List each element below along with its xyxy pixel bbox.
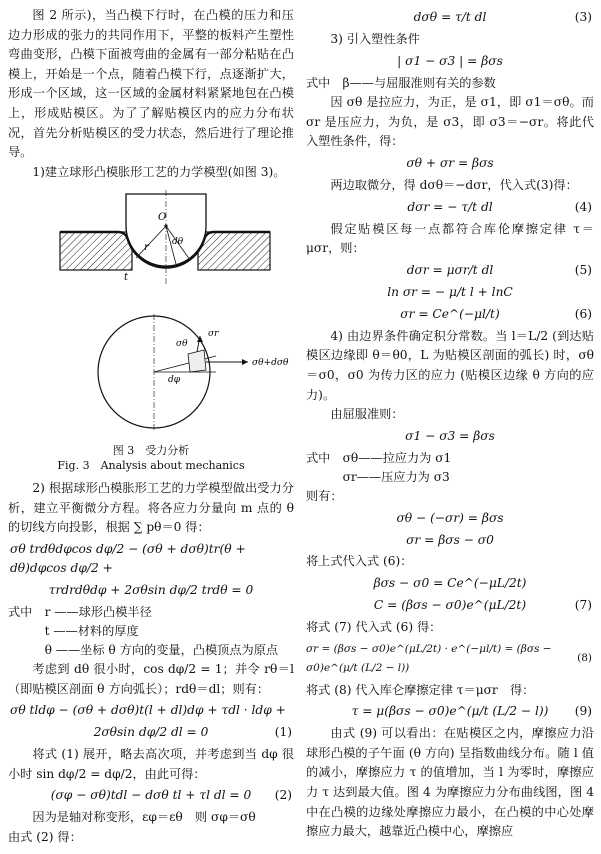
equation-b1: σθ tldφ − (σθ + dσθ)t(l + dl)dφ + τdl · ldφ + (10, 703, 286, 718)
item-1: 1)建立球形凸模胀形工艺的力学模型(如图 3)。 (32, 164, 286, 179)
equation-d1: βσs − σ0 = Ce^(−μL/2t) (373, 576, 527, 591)
then-line: 则有： (306, 488, 343, 503)
label-sigma-theta-d: σθ+dσθ (252, 358, 289, 369)
equation-b2: 2σθsin dφ/2 dl = 0 (93, 725, 209, 740)
def-sigma-theta: σθ——拉应力为 σ1 (342, 450, 452, 465)
conclusion-paragraph: 由式 (9) 可以看出：在贴模区之内，摩擦应力沿球形凸模的子午面 (θ 方向) 呈指数曲线分布。随 l 值的减小，摩擦应力 τ 的值增加，当 l 为零时，摩擦应力 τ 达到最大值。图 4 为摩擦应力分布曲线图，图 4 中在凸模的边缘处摩擦应力最小，在凸模的中心处摩擦应力最大，越靠近凸模中心，摩擦应 (306, 726, 594, 839)
equation-9 (306, 702, 594, 722)
eq-number-2: (2) (274, 788, 292, 803)
symmetry-paragraph: 因为是轴对称变形，εφ＝εθ 则 σφ＝σθ (32, 810, 256, 825)
equation-7-body: C = (βσs − σ0)e^(μL/2t) (373, 598, 527, 613)
equation-5 (306, 261, 594, 281)
figure-caption-en: Fig. 3 Analysis about mechanics (57, 458, 245, 472)
equation-2-body: (σφ − σθ)tdl − dσθ tl + τl dl = 0 (50, 788, 252, 803)
equation-3 (306, 8, 594, 28)
sub-7: 将式 (7) 代入式 (6) 得： (306, 619, 442, 634)
def-sigma-r: σr——压应力为 σ3 (342, 469, 450, 484)
equation-1 (8, 723, 294, 743)
expand-paragraph: 将式 (1) 展开，略去高次项，并考虑到当 dφ 很小时 sin dφ/2 = dφ/2，由此可得： (8, 747, 294, 781)
equation-2 (8, 786, 294, 806)
eq-number-4: (4) (574, 199, 592, 214)
equation-8-body: σr = (βσs − σ0)e^(μL/2t) · e^(−μl/t) = (βσs − σ0)e^(μ/t (L/2 − l)) (306, 642, 552, 675)
equation-6 (306, 305, 594, 325)
equation-4 (306, 198, 594, 218)
equation-a2: τrdrdθdφ + 2σθsin dφ/2 trdθ = 0 (48, 583, 254, 598)
eq-number-9: (9) (574, 704, 592, 719)
eq-number-8: (8) (577, 652, 592, 665)
equation-ln: ln σr = − μ/t l + lnC (387, 284, 513, 299)
from-eq2: 由式 (2) 得： (8, 829, 82, 844)
eq-number-7: (7) (574, 598, 592, 613)
equation-8 (306, 640, 594, 679)
eq-number-3: (3) (574, 10, 592, 25)
equation-5-body: dσr = μσr/t dl (406, 262, 494, 277)
symbol-definitions (8, 603, 294, 660)
figure-caption-cn: 图 3 受力分析 (112, 443, 190, 457)
equation-4-body: dσr = − τ/t dl (407, 199, 493, 214)
equation-9-body: τ = μ(βσs − σ0)e^(μ/t (L/2 − l)) (351, 704, 549, 719)
equation-c1: σθ − (−σr) = βσs (396, 510, 504, 525)
sub-6: 将上式代入式 (6)： (306, 554, 413, 569)
right-column (306, 6, 594, 842)
def-head-right: 式中 (306, 450, 331, 465)
die-right (198, 232, 270, 270)
label-r: r (144, 242, 149, 254)
intro-paragraph: 图 2 所示)，当凸模下行时，在凸模的压力和压边力形成的张力的共同作用下，平整的板料产生塑性弯曲变形，凸模下面被弯曲的金属有一部分粘贴在凸模上，开始是一个点，随着凸模下行，点逐渐扩大，形成一个区域，这一区域的金属材料紧紧地包在凸模上，形成贴模区。为了了解贴模区内的应力分布状况，首先分析贴模区的受力状态，然后进行了理论推导。 (8, 8, 294, 160)
eq-number-6: (6) (574, 306, 592, 321)
consider-paragraph: 考虑到 dθ 很小时，cos dφ/2 = 1；并令 rθ＝l（即贴模区剖面 θ 方向弧长）；rdθ＝dl；则有： (8, 661, 294, 696)
equation-yield: σ1 − σ3 = βσs (405, 428, 495, 443)
label-O: O (158, 212, 167, 224)
label-sigma-r: σr (208, 329, 219, 340)
sub-8: 将式 (8) 代入库仑摩擦定律 τ＝μσr 得： (306, 682, 535, 697)
equation-c2: σr = βσs − σ0 (406, 532, 494, 547)
def-theta: θ ——坐标 θ 方向的变量，凸模顶点为原点 (44, 642, 279, 657)
coulomb-paragraph: 假定贴模区每一点都符合库伦摩擦定律 τ＝μσr，则： (306, 221, 594, 256)
equation-sum: σθ + σr = βσs (406, 156, 494, 171)
eq-number-5: (5) (574, 262, 592, 277)
label-dtheta: dθ (172, 237, 184, 248)
def-t: t ——材料的厚度 (44, 623, 139, 638)
item-2: 2) 根据球形凸模胀形工艺的力学模型做出受力分析，建立平衡微分方程。将各应力分量向 m 点的 θ 的切线方向投影，根据 ∑ pθ＝0 得： (8, 480, 294, 535)
label-sigma-theta: σθ (176, 339, 188, 350)
equation-7 (306, 596, 594, 616)
equation-3-body: dσθ = τ/t dl (413, 10, 487, 25)
stress-paragraph: 因 σθ 是拉应力，为正，是 σ1，即 σ1＝σθ。而 σr 是压应力，为负，是 σ3，即 σ3＝−σr。将此代入塑性条件，得： (306, 95, 594, 149)
equation-a1: σθ trdθdφcos dφ/2 − (σθ + dσθ)tr(θ + dθ)dφcos dφ/2 + (10, 541, 246, 576)
die-left (60, 232, 132, 270)
mechanics-diagram (8, 186, 294, 436)
tresca-line: 由屈服准则： (330, 407, 404, 422)
item-4: 4) 由边界条件确定积分常数。当 l＝L/2 (到达贴模区边缘即 θ＝θ0，L 为贴模区剖面的弧长) 时，σθ＝σ0，σ0 为传力区的应力 (贴模区边缘 θ 方向的应力)。 (306, 328, 594, 402)
label-dphi: dφ (168, 375, 181, 386)
beta-definition: 式中 β——与屈服准则有关的参数 (306, 75, 496, 90)
def-r: r ——球形凸模半径 (44, 604, 152, 619)
item-3: 3) 引入塑性条件 (330, 32, 420, 46)
differential-paragraph: 两边取微分，得 dσθ＝−dσr，代入式(3)得： (330, 177, 578, 192)
figure-3 (8, 186, 294, 473)
yield-condition: | σ1 − σ3 | = βσs (397, 53, 503, 68)
label-t: t (124, 272, 129, 284)
eq-number-1: (1) (274, 725, 292, 740)
def-head: 式中 (8, 604, 33, 619)
left-column (8, 6, 294, 847)
stress-definitions (306, 449, 594, 487)
equation-6-body: σr = Ce^(−μl/t) (400, 306, 500, 321)
